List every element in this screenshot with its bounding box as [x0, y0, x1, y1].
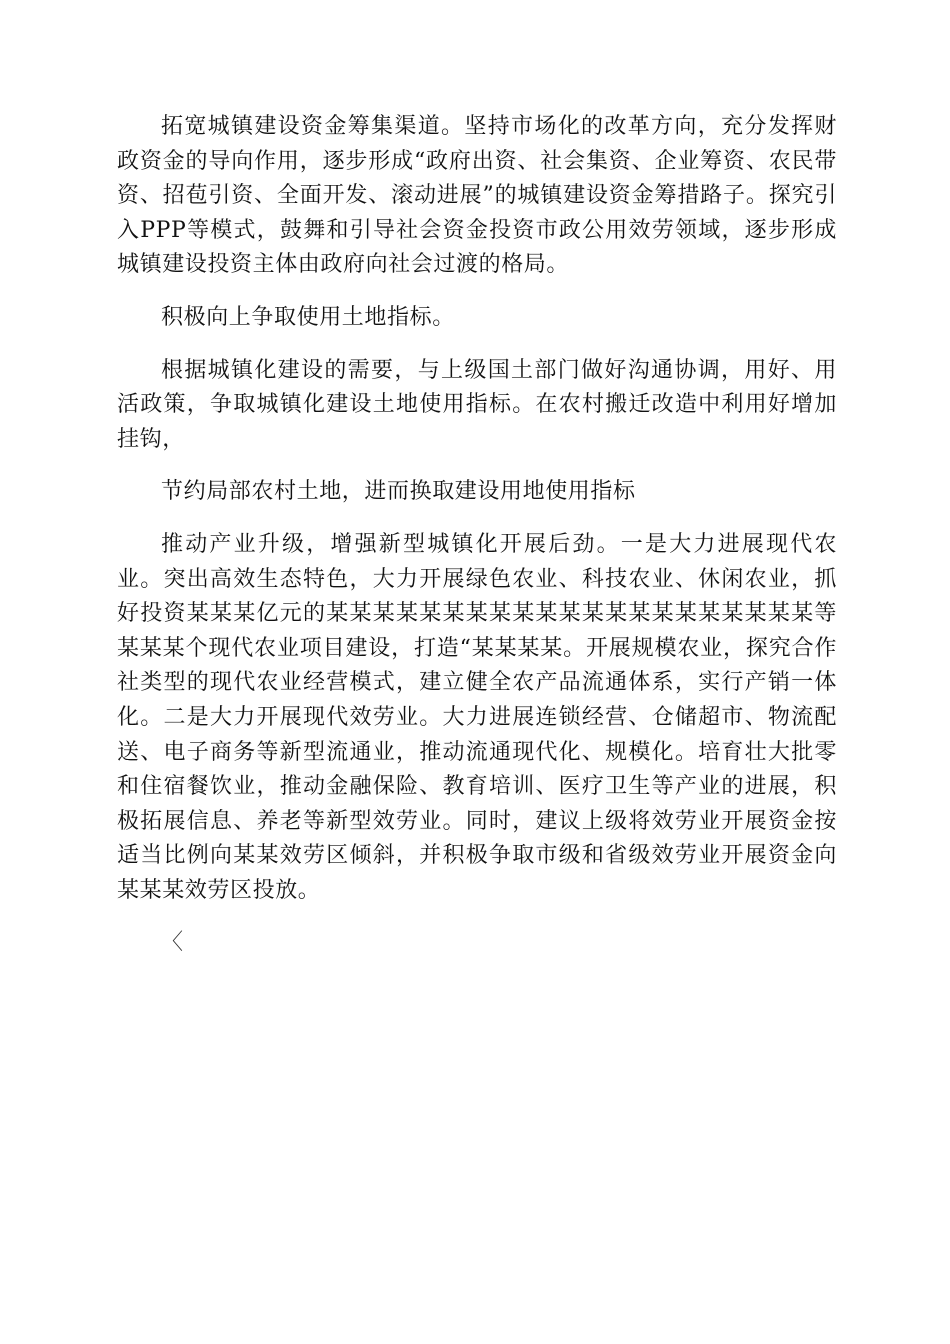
paragraph-land-coordination: 根据城镇化建设的需要，与上级国土部门做好沟通协调，用好、用活政策，争取城镇化建设土地使用指标。在农村搬迁改造中利用好增加挂钩，	[117, 357, 837, 452]
paragraph-land-quota-heading: 积极向上争取使用土地指标。	[161, 304, 455, 330]
trailing-bracket-mark: 〈	[161, 930, 184, 956]
paragraph-funding-channels: 拓宽城镇建设资金筹集渠道。坚持市场化的改革方向，充分发挥财政资金的导向作用，逐步形成“政府出资、社会集资、企业筹资、农民带资、招苞引资、全面开发、滚动进展”的城镇建设资金筹措路子。探究引入PPP等模式，鼓舞和引导社会资金投资市政公用效劳领域，逐步形成城镇建设投资主体由政府向社会过渡的格局。	[117, 114, 837, 278]
paragraph-industry-upgrade: 推动产业升级，增强新型城镇化开展后劲。一是大力进展现代农业。突出高效生态特色，大力开展绿色农业、科技农业、休闲农业，抓好投资某某某亿元的某某某某某某某某某某某某某某某某某某某某某等某某某个现代农业项目建设，打造“某某某某。开展规模农业，探究合作社类型的现代农业经营模式，建立健全农产品流通体系，实行产销一体化。二是大力开展现代效劳业。大力进展连锁经营、仓储超市、物流配送、电子商务等新型流通业，推动流通现代化、规模化。培育壮大批零和住宿餐饮业，推动金融保险、教育培训、医疗卫生等产业的进展，积极拓展信息、养老等新型效劳业。同时，建议上级将效劳业开展资金按适当比例向某某效劳区倾斜，并积极争取市级和省级效劳业开展资金向某某某效劳区投放。	[117, 531, 837, 903]
paragraph-land-saving: 节约局部农村土地，进而换取建设用地使用指标	[161, 479, 636, 505]
document-body	[117, 110, 837, 961]
